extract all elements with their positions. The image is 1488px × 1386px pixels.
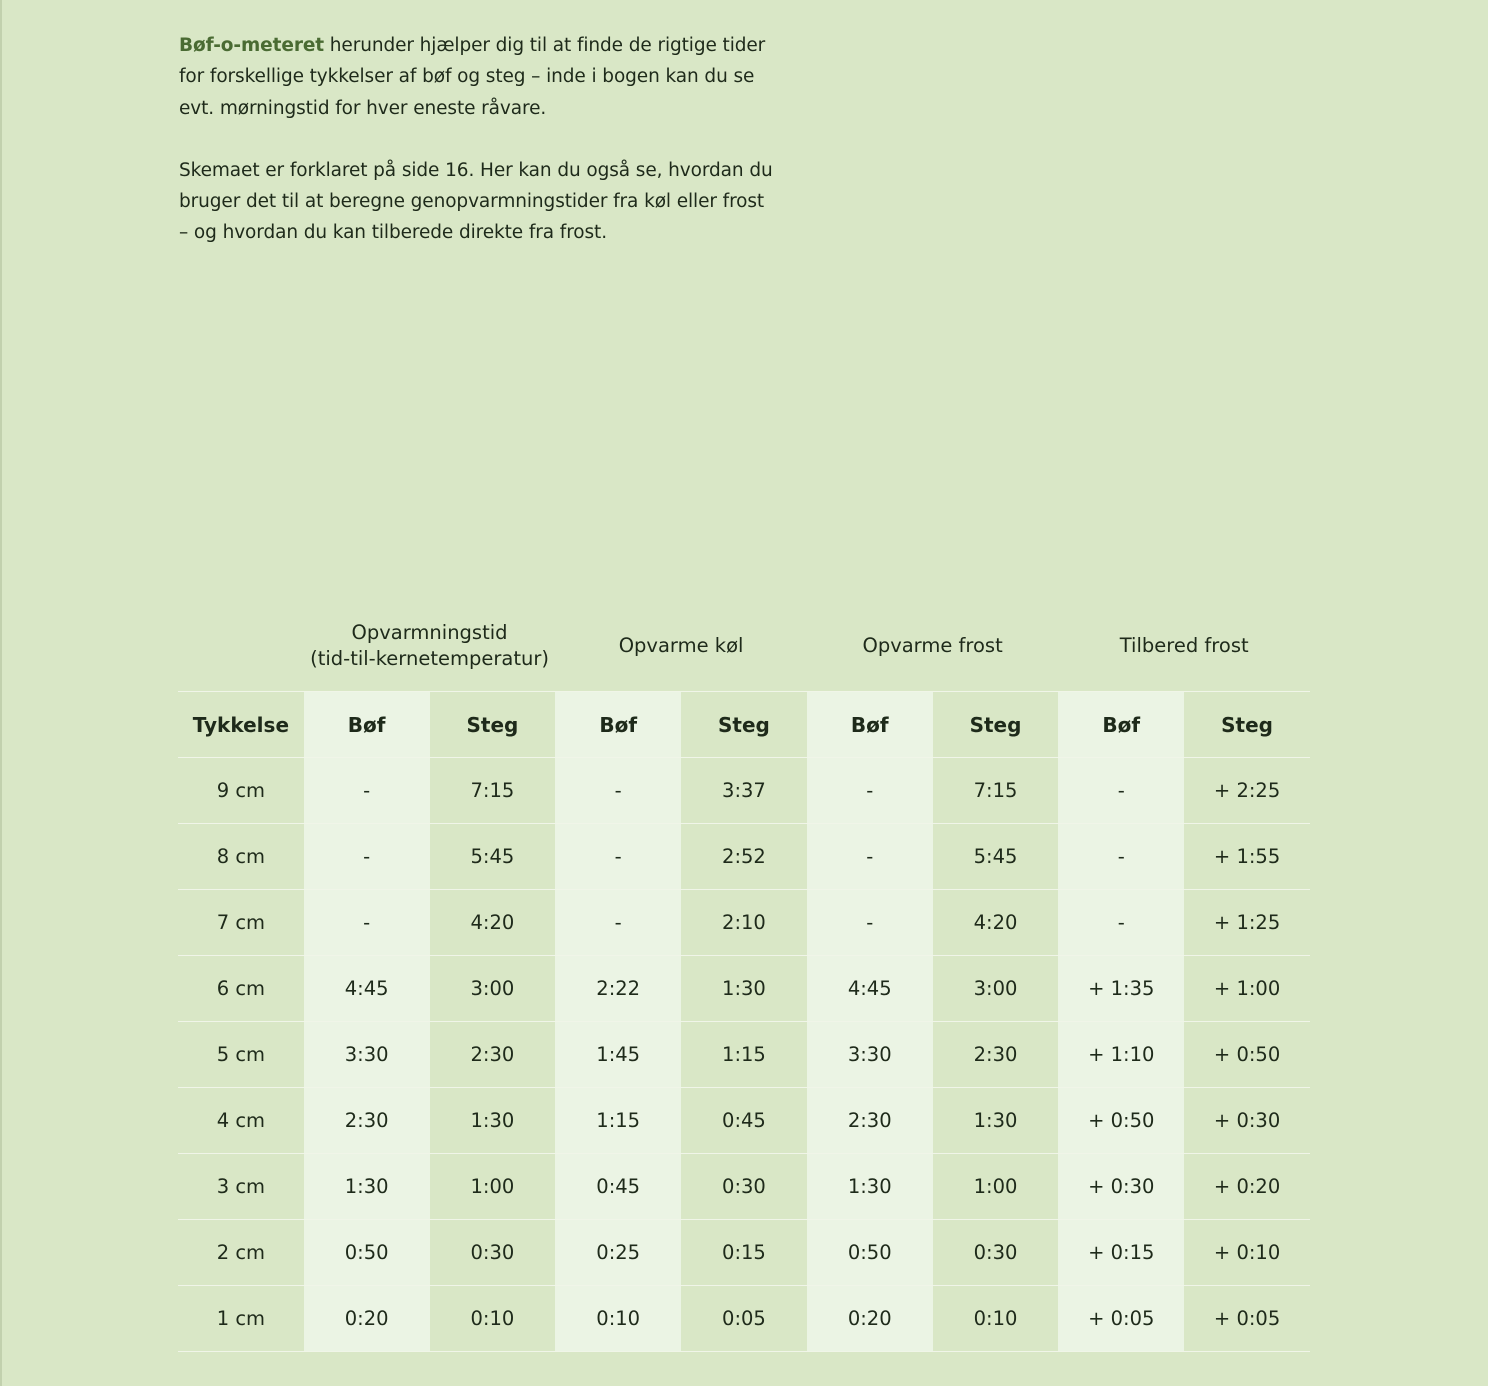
table-cell: 7:15 — [430, 758, 556, 824]
table-cell: + 1:10 — [1058, 1022, 1184, 1088]
table-cell: + 1:25 — [1184, 890, 1310, 956]
table-cell: 2:10 — [681, 890, 807, 956]
table-cell: 0:30 — [681, 1154, 807, 1220]
column-header-bof: Bøf — [1058, 692, 1184, 758]
table-cell: + 0:15 — [1058, 1220, 1184, 1286]
table-cell: 0:25 — [555, 1220, 681, 1286]
column-header-bof: Bøf — [304, 692, 430, 758]
group-header-opvarmningstid — [304, 600, 556, 692]
thickness-cell: 9 cm — [178, 758, 304, 824]
table-cell: 2:30 — [933, 1022, 1059, 1088]
table-row — [178, 1220, 1310, 1286]
table-cell: - — [555, 758, 681, 824]
column-header-steg: Steg — [681, 692, 807, 758]
table-row — [178, 1154, 1310, 1220]
table-cell: 0:50 — [304, 1220, 430, 1286]
group-header-tilbered-frost — [1058, 600, 1310, 692]
table-cell: 4:20 — [430, 890, 556, 956]
table-row — [178, 956, 1310, 1022]
table-cell: + 1:35 — [1058, 956, 1184, 1022]
table-cell: 3:37 — [681, 758, 807, 824]
table-cell: + 0:05 — [1058, 1286, 1184, 1352]
table-cell: 0:30 — [430, 1220, 556, 1286]
column-header-tykkelse: Tykkelse — [178, 692, 304, 758]
table-cell: 2:30 — [430, 1022, 556, 1088]
table-cell: - — [807, 890, 933, 956]
table-cell: 3:30 — [807, 1022, 933, 1088]
table-cell: 4:45 — [807, 956, 933, 1022]
table-cell: 2:22 — [555, 956, 681, 1022]
group-header-opvarme-frost — [807, 600, 1059, 692]
table-cell: 0:20 — [304, 1286, 430, 1352]
thickness-cell: 2 cm — [178, 1220, 304, 1286]
table-cell: 1:00 — [933, 1154, 1059, 1220]
page-edge — [0, 0, 2, 1386]
table-cell: 1:15 — [555, 1088, 681, 1154]
table-cell: + 1:55 — [1184, 824, 1310, 890]
table-cell: 4:20 — [933, 890, 1059, 956]
column-header-row — [178, 692, 1310, 758]
bof-o-meter-table — [178, 600, 1310, 1352]
group-header-opvarme-kol — [555, 600, 807, 692]
intro-paragraph-2: Skemaet er forklaret på side 16. Her kan du også se, hvordan du bruger det til at beregne genopvarmningstider fra køl eller frost – og hvordan du kan tilberede direkte fra frost. — [179, 159, 773, 244]
thickness-cell: 3 cm — [178, 1154, 304, 1220]
table-cell: - — [304, 890, 430, 956]
table-cell: 5:45 — [430, 824, 556, 890]
table-cell: - — [304, 758, 430, 824]
table-row — [178, 890, 1310, 956]
table-cell: 1:30 — [933, 1088, 1059, 1154]
thickness-cell: 5 cm — [178, 1022, 304, 1088]
table-cell: + 0:30 — [1058, 1154, 1184, 1220]
table-cell: 1:30 — [681, 956, 807, 1022]
table-cell: + 1:00 — [1184, 956, 1310, 1022]
table-cell: 1:30 — [304, 1154, 430, 1220]
brand-name: Bøf-o-meteret — [179, 35, 325, 56]
thickness-cell: 7 cm — [178, 890, 304, 956]
table-cell: + 0:30 — [1184, 1088, 1310, 1154]
group-header-line1: Tilbered frost — [1119, 633, 1249, 657]
group-header-empty — [178, 600, 304, 692]
group-header-line1: Opvarme frost — [862, 633, 1003, 657]
table-cell: 0:10 — [933, 1286, 1059, 1352]
intro-paragraph-1-text: herunder hjælper dig til at finde de rigtige tider for forskellige tykkelser af bøf og steg – inde i bogen kan du se evt. mørningstid for hver eneste råvare. — [179, 35, 766, 119]
table-cell: 0:50 — [807, 1220, 933, 1286]
table-row — [178, 1088, 1310, 1154]
table-cell: 2:52 — [681, 824, 807, 890]
table-cell: - — [304, 824, 430, 890]
table-cell: 0:20 — [807, 1286, 933, 1352]
table-cell: + 2:25 — [1184, 758, 1310, 824]
table-cell: 0:45 — [555, 1154, 681, 1220]
table-cell: 4:45 — [304, 956, 430, 1022]
column-header-steg: Steg — [933, 692, 1059, 758]
table-cell: 0:05 — [681, 1286, 807, 1352]
table-cell: - — [555, 890, 681, 956]
group-header-row — [178, 600, 1310, 692]
table-cell: + 0:50 — [1184, 1022, 1310, 1088]
table-cell: 0:45 — [681, 1088, 807, 1154]
table-cell: - — [1058, 824, 1184, 890]
thickness-cell: 8 cm — [178, 824, 304, 890]
column-header-steg: Steg — [430, 692, 556, 758]
table-row — [178, 1286, 1310, 1352]
table-cell: 1:00 — [430, 1154, 556, 1220]
table-cell: 2:30 — [304, 1088, 430, 1154]
thickness-cell: 1 cm — [178, 1286, 304, 1352]
table-cell: 0:30 — [933, 1220, 1059, 1286]
column-header-steg: Steg — [1184, 692, 1310, 758]
table-cell: 2:30 — [807, 1088, 933, 1154]
thickness-cell: 4 cm — [178, 1088, 304, 1154]
table-cell: 0:15 — [681, 1220, 807, 1286]
table-row — [178, 758, 1310, 824]
group-header-line2: (tid-til-kernetemperatur) — [310, 646, 549, 670]
table-cell: 3:00 — [430, 956, 556, 1022]
table-cell: - — [555, 824, 681, 890]
thickness-cell: 6 cm — [178, 956, 304, 1022]
table-cell: 5:45 — [933, 824, 1059, 890]
table-cell: - — [1058, 890, 1184, 956]
intro-text — [179, 30, 779, 280]
table-cell: 1:30 — [807, 1154, 933, 1220]
group-header-line1: Opvarmningstid — [351, 620, 508, 644]
table-cell: 1:45 — [555, 1022, 681, 1088]
table-cell: 1:30 — [430, 1088, 556, 1154]
column-header-bof: Bøf — [807, 692, 933, 758]
table-cell: - — [1058, 758, 1184, 824]
group-header-line1: Opvarme køl — [618, 633, 744, 657]
table-cell: - — [807, 824, 933, 890]
table-row — [178, 824, 1310, 890]
table-cell: + 0:50 — [1058, 1088, 1184, 1154]
intro-paragraph-1 — [179, 30, 779, 124]
table-cell: + 0:05 — [1184, 1286, 1310, 1352]
table-cell: 0:10 — [555, 1286, 681, 1352]
table-cell: 1:15 — [681, 1022, 807, 1088]
table-cell: - — [807, 758, 933, 824]
table-cell: + 0:10 — [1184, 1220, 1310, 1286]
table-cell: 7:15 — [933, 758, 1059, 824]
table-cell: 3:30 — [304, 1022, 430, 1088]
table-cell: + 0:20 — [1184, 1154, 1310, 1220]
table-cell: 3:00 — [933, 956, 1059, 1022]
column-header-bof: Bøf — [555, 692, 681, 758]
table-cell: 0:10 — [430, 1286, 556, 1352]
table-row — [178, 1022, 1310, 1088]
